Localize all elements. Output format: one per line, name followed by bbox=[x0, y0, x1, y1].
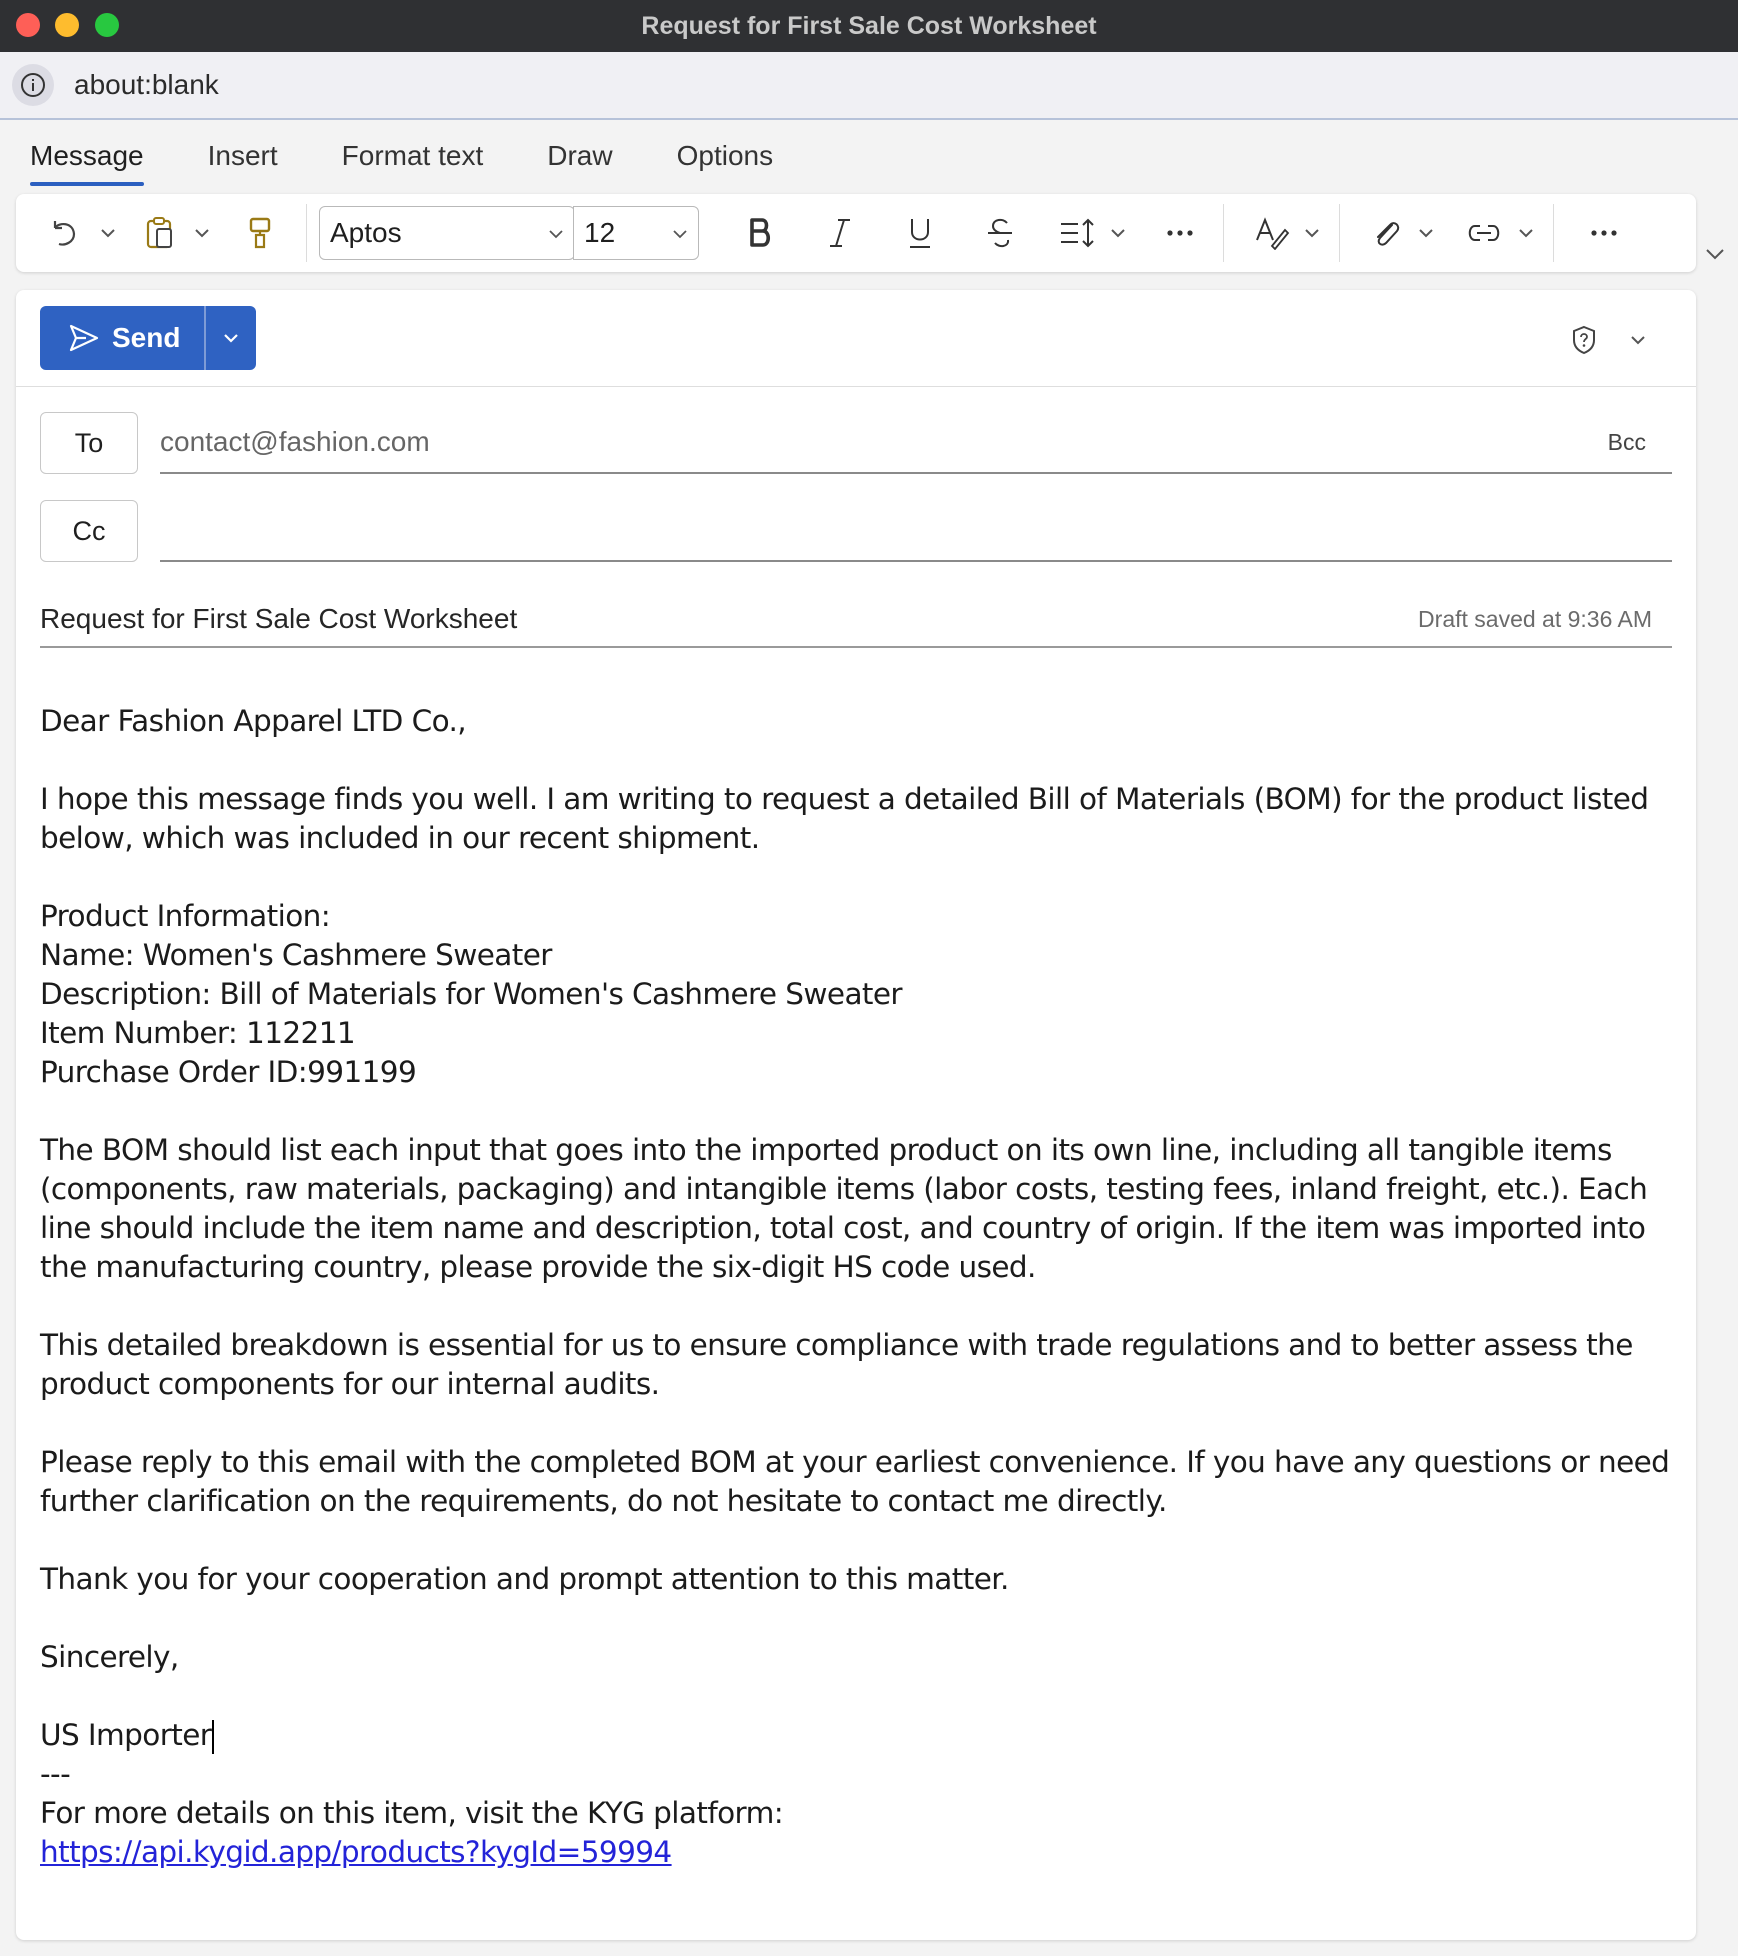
reply-paragraph: Please reply to this email with the completed BOM at your earliest convenience. If you have any questions or need further clarification on the requirements, do not hesitate to contact me directly. bbox=[40, 1445, 1670, 1518]
intro-paragraph: I hope this message finds you well. I am writing to request a detailed Bill of Materials (BOM) for the product listed below, which was included in our recent shipment. bbox=[40, 782, 1649, 855]
paste-icon[interactable] bbox=[142, 194, 178, 272]
close-window-button[interactable] bbox=[16, 13, 40, 37]
signature-line bbox=[40, 1716, 1672, 1755]
send-button[interactable] bbox=[40, 306, 204, 370]
font-family-dropdown[interactable] bbox=[319, 206, 575, 260]
bom-paragraph: The BOM should list each input that goes into the imported product on its own line, including all tangible items (components, raw materials, packaging) and intangible items (labor costs, testing fees, inland freight, etc.). Each line should include the item name and description, total cost, and country of origin. If the item was imported into the manufacturing country, please provide the six-digit HS code used. bbox=[40, 1133, 1648, 1284]
details-text: For more details on this item, visit the KYG platform: bbox=[40, 1796, 784, 1830]
editor-icon[interactable] bbox=[1252, 194, 1292, 272]
font-chevron-down-icon bbox=[546, 223, 566, 245]
signature: US Importer bbox=[40, 1718, 212, 1752]
info-icon[interactable] bbox=[12, 64, 54, 106]
subject-field[interactable] bbox=[40, 592, 1672, 648]
message-body[interactable] bbox=[40, 702, 1672, 1872]
window-title: Request for First Sale Cost Worksheet bbox=[641, 11, 1097, 40]
text-cursor bbox=[212, 1720, 214, 1754]
more-options-icon[interactable] bbox=[1584, 194, 1624, 272]
sensitivity-chevron-down-icon[interactable] bbox=[1628, 330, 1648, 350]
formatting-toolbar bbox=[16, 194, 1696, 272]
subject-text: Request for First Sale Cost Worksheet bbox=[40, 603, 518, 634]
address-bar bbox=[0, 52, 1738, 120]
product-heading: Product Information: bbox=[40, 899, 331, 933]
tab-message[interactable]: Message bbox=[30, 140, 144, 171]
format-painter-icon[interactable] bbox=[242, 194, 278, 272]
more-icon[interactable] bbox=[1160, 194, 1200, 272]
send-label: Send bbox=[112, 322, 181, 353]
tab-draw[interactable]: Draw bbox=[547, 140, 613, 171]
to-field[interactable] bbox=[160, 412, 1672, 474]
to-button[interactable]: To bbox=[40, 412, 138, 474]
maximize-window-button[interactable] bbox=[95, 13, 119, 37]
cc-field[interactable] bbox=[160, 500, 1672, 562]
attach-icon[interactable] bbox=[1366, 194, 1406, 272]
underline-icon[interactable] bbox=[900, 194, 940, 272]
chevron-down-icon bbox=[221, 328, 241, 348]
item-number: Item Number: 112211 bbox=[40, 1016, 356, 1050]
send-button-group bbox=[40, 306, 256, 370]
link-chevron-down-icon[interactable] bbox=[1516, 219, 1536, 247]
line-spacing-icon[interactable] bbox=[1056, 194, 1100, 272]
window-titlebar bbox=[0, 0, 1738, 52]
font-family-value: Aptos bbox=[330, 217, 402, 248]
draft-status: Draft saved at 9:36 AM bbox=[1418, 605, 1652, 632]
separator: --- bbox=[40, 1757, 71, 1791]
kyg-link[interactable]: https://api.kygid.app/products?kygId=59994 bbox=[40, 1835, 672, 1869]
spacing-chevron-down-icon[interactable] bbox=[1108, 219, 1128, 247]
italic-icon[interactable] bbox=[820, 194, 860, 272]
compliance-paragraph: This detailed breakdown is essential for us to ensure compliance with trade regulations and to better assess the product components for our internal audits. bbox=[40, 1328, 1633, 1401]
font-size-dropdown[interactable] bbox=[573, 206, 699, 260]
editor-chevron-down-icon[interactable] bbox=[1302, 219, 1322, 247]
product-name: Name: Women's Cashmere Sweater bbox=[40, 938, 552, 972]
closing-line: Sincerely, bbox=[40, 1640, 179, 1674]
bold-icon[interactable] bbox=[740, 194, 780, 272]
size-chevron-down-icon bbox=[670, 223, 690, 245]
sensitivity-shield-icon[interactable] bbox=[1570, 324, 1598, 356]
purchase-order-id: Purchase Order ID:991199 bbox=[40, 1055, 417, 1089]
product-description: Description: Bill of Materials for Women's Cashmere Sweater bbox=[40, 977, 902, 1011]
undo-icon[interactable] bbox=[46, 194, 82, 272]
paste-chevron-down-icon[interactable] bbox=[192, 219, 212, 247]
font-size-value: 12 bbox=[584, 217, 616, 248]
send-icon bbox=[68, 323, 100, 353]
signature-block bbox=[40, 1716, 1672, 1872]
ribbon-tabs bbox=[0, 120, 1738, 192]
strikethrough-icon[interactable] bbox=[980, 194, 1020, 272]
attach-chevron-down-icon[interactable] bbox=[1416, 219, 1436, 247]
cc-button[interactable]: Cc bbox=[40, 500, 138, 562]
bcc-button[interactable]: Bcc bbox=[1607, 428, 1646, 455]
link-icon[interactable] bbox=[1464, 194, 1504, 272]
product-info bbox=[40, 897, 1672, 1092]
tab-format-text[interactable]: Format text bbox=[341, 140, 484, 171]
compose-card bbox=[16, 290, 1696, 1940]
tab-options[interactable]: Options bbox=[676, 140, 774, 171]
send-options-button[interactable] bbox=[206, 306, 256, 370]
greeting: Dear Fashion Apparel LTD Co., bbox=[40, 704, 467, 738]
url-text[interactable]: about:blank bbox=[74, 69, 219, 100]
ribbon-collapse-chevron-icon[interactable] bbox=[1703, 240, 1727, 268]
undo-chevron-down-icon[interactable] bbox=[98, 219, 118, 247]
tab-insert[interactable]: Insert bbox=[207, 140, 278, 171]
thanks-line: Thank you for your cooperation and prompt attention to this matter. bbox=[40, 1562, 1009, 1596]
minimize-window-button[interactable] bbox=[55, 13, 79, 37]
to-value: contact@fashion.com bbox=[160, 426, 430, 457]
